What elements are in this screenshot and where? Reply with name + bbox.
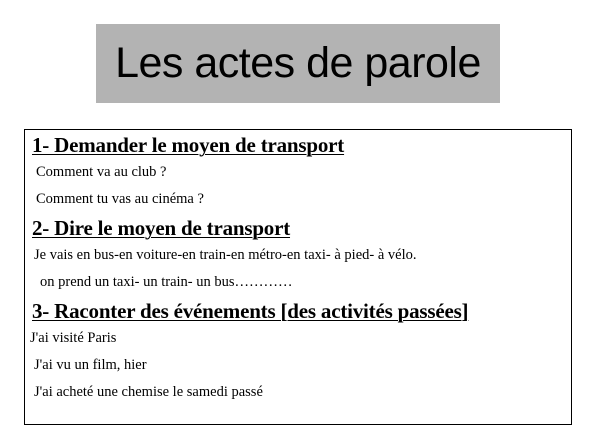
phrase-line: on prend un taxi- un train- un bus………… [40, 274, 293, 290]
phrase-line: J'ai visité Paris [30, 330, 117, 346]
phrase-line: J'ai vu un film, hier [34, 357, 147, 373]
section-heading-say-transport: 2- Dire le moyen de transport [32, 216, 291, 240]
slide-title: Les actes de parole [115, 39, 481, 87]
section-heading-past-events: 3- Raconter des événements [des activités passées] [32, 299, 469, 323]
phrase-line: Comment tu vas au cinéma ? [36, 191, 204, 207]
title-banner [96, 24, 500, 103]
content-box [24, 129, 572, 425]
phrase-line: Comment va au club ? [36, 164, 167, 180]
phrase-line: J'ai acheté une chemise le samedi passé [34, 384, 263, 400]
phrase-line: Je vais en bus-en voiture-en train-en métro-en taxi- à pied- à vélo. [34, 247, 417, 263]
section-heading-ask-transport: 1- Demander le moyen de transport [32, 133, 345, 157]
